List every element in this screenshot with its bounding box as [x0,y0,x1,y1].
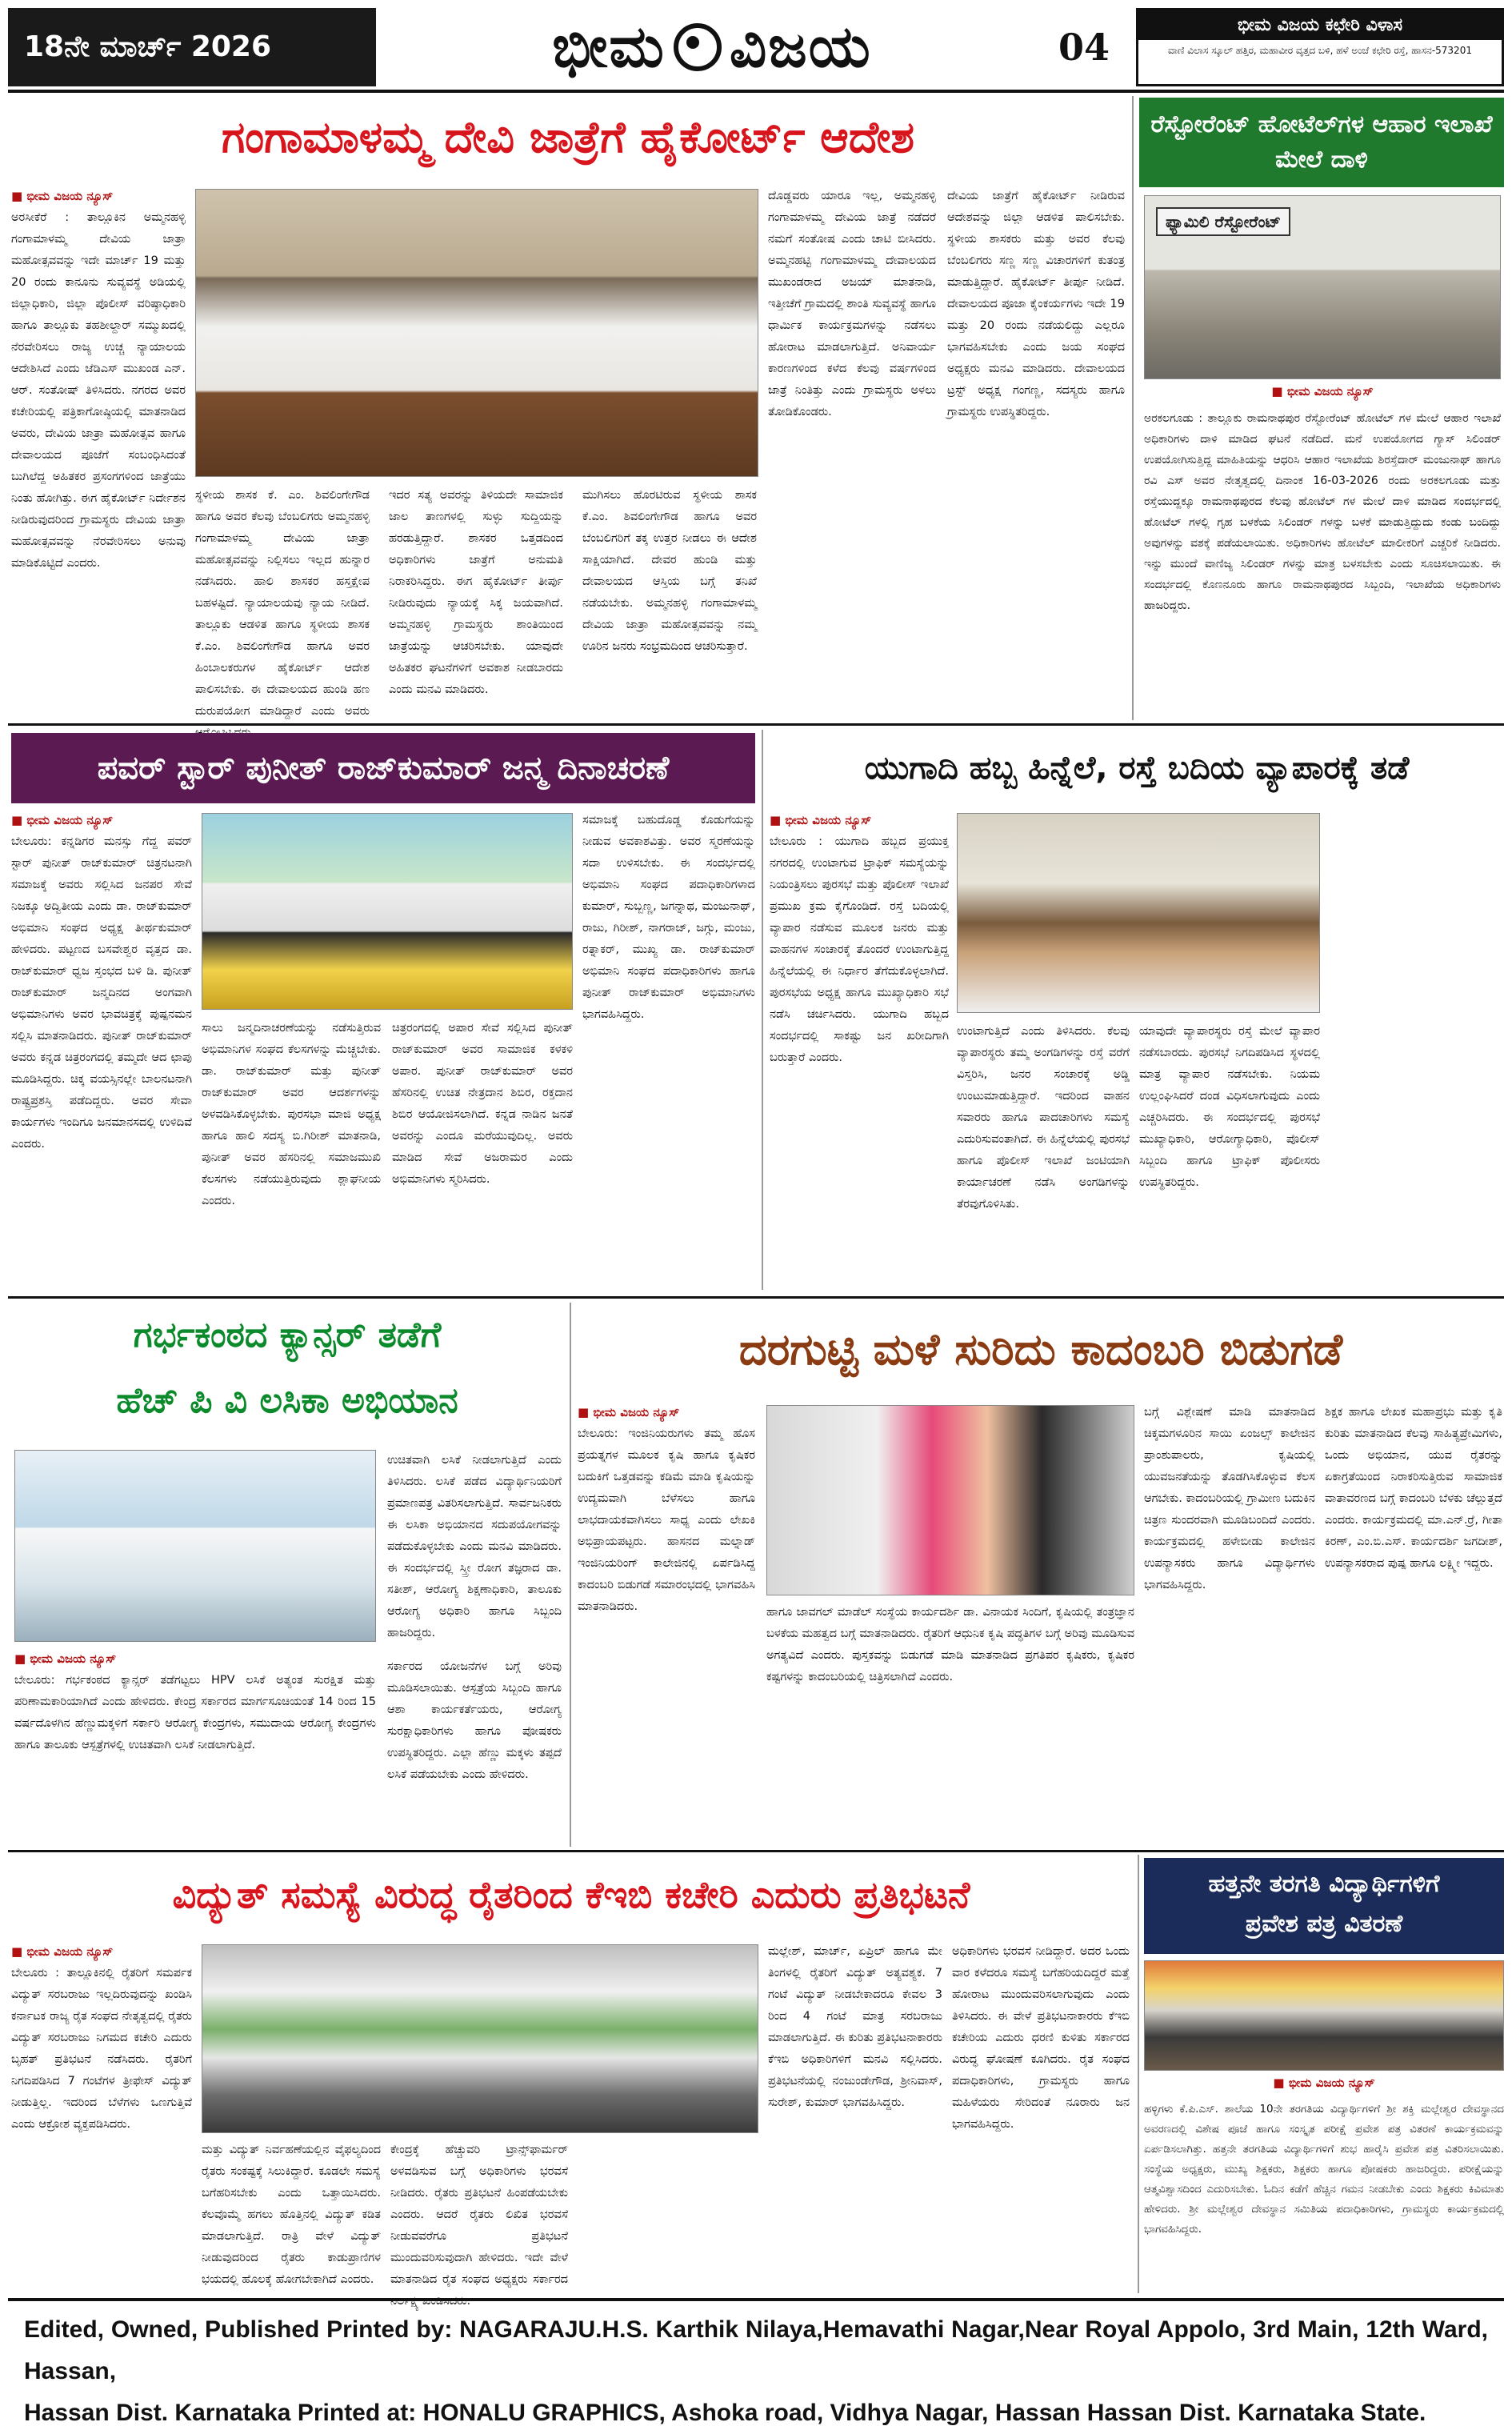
section-rule [8,1296,1504,1299]
article5-headline-line1: ಗರ್ಭಕಂಠದ ಕ್ಯಾನ್ಸರ್ ತಡೆಗೆ [133,1314,442,1355]
column-divider [762,730,763,1290]
article6-col1: ■ ಭೀಮ ವಿಜಯ ನ್ಯೂಸ್ ಬೇಲೂರು: ಇಂಜಿನಿಯರುಗಳು ತಮ್ಮ ಹೊಸ ಪ್ರಯತ್ನಗಳ ಮೂಲಕ ಕೃಷಿ ಹಾಗೂ ಕೃಷಿಕರ ಬದುಕಿಗೆ ಒತ್ತಡವನ್ನು ಕಡಿಮೆ ಮಾಡಿ ಕೃಷಿಯನ್ನು ಉದ್ಯಮವಾಗಿ ಬೆಳೆಸಲು ಹಾಗೂ ಲಾಭದಾಯಕವಾಗಿಸಲು ಸಾಧ್ಯ ಎಂದು ಲೇಖಕಿ ಅಭಿಪ್ರಾಯಪಟ್ಟರು. ಹಾಸನದ ಮಲ್ನಾಡ್ ಇಂಜಿನಿಯರಿಂಗ್ ಕಾಲೇಜಿನಲ್ಲಿ ಏರ್ಪಡಿಸಿದ್ದ ಕಾದಂಬರಿ ಬಿಡುಗಡೆ ಸಮಾರಂಭದಲ್ಲಿ ಭಾಗವಹಿಸಿ ಮಾತನಾಡಿದರು. [578,1402,755,1840]
masthead [8,8,1504,86]
article5-col2: ಉಚಿತವಾಗಿ ಲಸಿಕೆ ನೀಡಲಾಗುತ್ತಿದೆ ಎಂದು ತಿಳಿಸಿದರು. ಲಸಿಕೆ ಪಡೆದ ವಿದ್ಯಾರ್ಥಿನಿಯರಿಗೆ ಪ್ರಮಾಣಪತ್ರ ವಿತರಿಸಲಾಗುತ್ತಿದೆ. ಸಾರ್ವಜನಿಕರು ಈ ಲಸಿಕಾ ಅಭಿಯಾನದ ಸದುಪಯೋಗವನ್ನು ಪಡೆದುಕೊಳ್ಳಬೇಕು ಎಂದು ಮನವಿ ಮಾಡಿದರು. ಈ ಸಂದರ್ಭದಲ್ಲಿ ಸ್ತ್ರೀ ರೋಗ ತಜ್ಞರಾದ ಡಾ. ಸತೀಶ್, ಆರೋಗ್ಯ ಶಿಕ್ಷಣಾಧಿಕಾರಿ, ತಾಲೂಕು ಆರೋಗ್ಯ ಅಧಿಕಾರಿ ಹಾಗೂ ಸಿಬ್ಬಂದಿ ಹಾಜರಿದ್ದರು. [387,1454,562,1639]
issue-date: 18ನೇ ಮಾರ್ಚ್ 2026 [8,8,376,86]
article1-headline: ಗಂಗಾಮಾಳಮ್ಮ ದೇವಿ ಜಾತ್ರೆಗೆ ಹೈಕೋರ್ಟ್ ಆದೇಶ [221,112,915,162]
byline: ■ ಭೀಮ ವಿಜಯ ನ್ಯೂಸ್ [14,1651,117,1666]
article3-celebration-photo [202,813,573,1010]
byline: ■ ಭೀಮ ವಿಜಯ ನ್ಯೂಸ್ [11,189,114,203]
article5-col1: ■ ಭೀಮ ವಿಜಯ ನ್ಯೂಸ್ ಬೇಲೂರು: ಗರ್ಭಕಂಠದ ಕ್ಯಾನ್ಸರ್ ತಡೆಗಟ್ಟಲು HPV ಲಸಿಕೆ ಅತ್ಯಂತ ಸುರಕ್ಷಿತ ಮತ್ತು ಪರಿಣಾಮಕಾರಿಯಾಗಿದೆ ಎಂದು ಹೇಳಿದರು. ಕೇಂದ್ರ ಸರ್ಕಾರದ ಮಾರ್ಗಸೂಚಿಯಂತೆ 14 ರಿಂದ 15 ವರ್ಷದೊಳಗಿನ ಹೆಣ್ಣುಮಕ್ಕಳಿಗೆ ಸರ್ಕಾರಿ ಆರೋಗ್ಯ ಕೇಂದ್ರಗಳು, ಸಮುದಾಯ ಆರೋಗ್ಯ ಕೇಂದ್ರಗಳು ಹಾಗೂ ತಾಲೂಕು ಆಸ್ಪತ್ರೆಗಳಲ್ಲಿ ಉಚಿತವಾಗಿ ಲಸಿಕೆ ನೀಡಲಾಗುತ್ತಿದೆ. [14,1648,376,1840]
article3-col4: ಸಮಾಜಕ್ಕೆ ಬಹುದೊಡ್ಡ ಕೊಡುಗೆಯನ್ನು ನೀಡುವ ಅವಕಾಶವಿತ್ತು. ಅವರ ಸ್ಮರಣೆಯನ್ನು ಸದಾ ಉಳಿಸಬೇಕು. ಈ ಸಂದರ್ಭದಲ್ಲಿ ಅಭಿಮಾನಿ ಸಂಘದ ಪದಾಧಿಕಾರಿಗಳಾದ ಕುಮಾರ್, ಸುಬ್ಬಣ್ಣ, ಜಗನ್ನಾಥ, ಮಂಜುನಾಥ್, ರಾಜು, ಗಿರೀಶ್, ನಾಗರಾಜ್, ಜಗ್ಗು, ಮಂಜು, ರತ್ನಾಕರ್, ಮುಖ್ಯ ಡಾ. ರಾಜ್‌ಕುಮಾರ್ ಅಭಿಮಾನಿ ಸಂಘದ ಪದಾಧಿಕಾರಿಗಳು ಹಾಗೂ ಪುನೀತ್ ರಾಜ್‌ಕುಮಾರ್ ಅಭಿಮಾನಿಗಳು ಭಾಗವಹಿಸಿದ್ದರು. [582,814,755,1021]
article1-col1: ■ ಭೀಮ ವಿಜಯ ನ್ಯೂಸ್ ಅರಸೀಕೆರೆ : ತಾಲ್ಲೂಕಿನ ಅಮ್ಮನಹಳ್ಳಿ ಗಂಗಾಮಾಳಮ್ಮ ದೇವಿಯ ಜಾತ್ರಾ ಮಹೋತ್ಸವವನ್ನು ಇದೇ ಮಾರ್ಚ್ 19 ಮತ್ತು 20 ರಂದು ಕಾನೂನು ಸುವ್ಯವಸ್ಥೆ ಅಡಿಯಲ್ಲಿ ಜಿಲ್ಲಾಧಿಕಾರಿ, ಜಿಲ್ಲಾ ಪೊಲೀಸ್ ವರಿಷ್ಠಾಧಿಕಾರಿ ಹಾಗೂ ತಾಲ್ಲೂಕು ತಹಶೀಲ್ದಾರ್ ಸಮ್ಮುಖದಲ್ಲಿ ನೆರವೇರಿಸಲು ರಾಜ್ಯ ಉಚ್ಚ ನ್ಯಾಯಾಲಯ ಆದೇಶಿಸಿದೆ ಎಂದು ಜೆಡಿಎಸ್ ಮುಖಂಡ ಎನ್. ಆರ್. ಸಂತೋಷ್ ತಿಳಿಸಿದರು. ನಗರದ ಅವರ ಕಚೇರಿಯಲ್ಲಿ ಪತ್ರಿಕಾಗೋಷ್ಠಿಯಲ್ಲಿ ಮಾತನಾಡಿದ ಅವರು, ದೇವಿಯ ಜಾತ್ರಾ ಮಹೋತ್ಸವ ಹಾಗೂ ದೇವಾಲಯದ ಪೂಜೆಗೆ ಸಂಬಂಧಿಸಿದಂತೆ ಬುಗಿಲೆದ್ದ ಅಹಿತಕರ ಪ್ರಸಂಗಗಳಿಂದ ಜಾತ್ರೆಯು ನಿಂತು ಹೋಗಿತ್ತು. ಈಗ ಹೈಕೋರ್ಟ್ ನಿರ್ದೇಶನ ನೀಡಿರುವುದರಿಂದ ಗ್ರಾಮಸ್ಥರು ದೇವಿಯ ಜಾತ್ರಾ ಮಹೋತ್ಸವವನ್ನು ನೆರವೇರಿಸಲು ಅನುವು ಮಾಡಿಕೊಟ್ಟಿದೆ ಎಂದರು. [11,186,186,714]
article1-col4: ಮುಗಿಸಲು ಹೊರಟಿರುವ ಸ್ಥಳೀಯ ಶಾಸಕ ಕೆ.ಎಂ. ಶಿವಲಿಂಗೇಗೌಡ ಹಾಗೂ ಅವರ ಬೆಂಬಲಿಗರಿಗೆ ತಕ್ಕ ಉತ್ತರ ನೀಡಲು ಈ ಆದೇಶ ಸಾಕ್ಷಿಯಾಗಿದೆ. ದೇವರ ಹುಂಡಿ ಮತ್ತು ದೇವಾಲಯದ ಆಸ್ತಿಯ ಬಗ್ಗೆ ತನಿಖೆ ನಡೆಯಬೇಕು. ಅಮ್ಮನಹಳ್ಳಿ ಗಂಗಾಮಾಳಮ್ಮ ದೇವಿಯ ಜಾತ್ರಾ ಮಹೋತ್ಸವವನ್ನು ನಮ್ಮ ಊರಿನ ಜನರು ಸಂಭ್ರಮದಿಂದ ಆಚರಿಸುತ್ತಾರೆ. [582,489,757,653]
article8-headline-line1: ಹತ್ತನೇ ತರಗತಿ ವಿದ್ಯಾರ್ಥಿಗಳಿಗೆ [1208,1870,1440,1898]
article7-col2: ಮತ್ತು ವಿದ್ಯುತ್ ನಿರ್ವಹಣೆಯಲ್ಲಿನ ವೈಫಲ್ಯದಿಂದ ರೈತರು ಸಂಕಷ್ಟಕ್ಕೆ ಸಿಲುಕಿದ್ದಾರೆ. ಕೂಡಲೇ ಸಮಸ್ಯೆ ಬಗೆಹರಿಸಬೇಕು ಎಂದು ಒತ್ತಾಯಿಸಿದರು. ಕೆಲವೊಮ್ಮೆ ಹಗಲು ಹೊತ್ತಿನಲ್ಲಿ ವಿದ್ಯುತ್ ಕಡಿತ ಮಾಡಲಾಗುತ್ತಿದೆ. ರಾತ್ರಿ ವೇಳೆ ವಿದ್ಯುತ್ ನೀಡುವುದರಿಂದ ರೈತರು ಕಾಡುಪ್ರಾಣಿಗಳ ಭಯದಲ್ಲಿ ಹೊಲಕ್ಕೆ ಹೋಗಬೇಕಾಗಿದೆ ಎಂದರು. [202,2144,381,2286]
article3-col2: ಸಾಲು ಜನ್ಮದಿನಾಚರಣೆಯನ್ನು ನಡೆಸುತ್ತಿರುವ ಅಭಿಮಾನಿಗಳ ಸಂಘದ ಕೆಲಸಗಳನ್ನು ಮೆಚ್ಚಬೇಕು. ಡಾ. ರಾಜ್‌ಕುಮಾರ್ ಮತ್ತು ಪುನೀತ್ ರಾಜ್‌ಕುಮಾರ್ ಅವರ ಆದರ್ಶಗಳನ್ನು ಅಳವಡಿಸಿಕೊಳ್ಳಬೇಕು. ಪುರಸಭಾ ಮಾಜಿ ಅಧ್ಯಕ್ಷ ಹಾಗೂ ಹಾಲಿ ಸದಸ್ಯ ಬಿ.ಗಿರೀಶ್ ಮಾತನಾಡಿ, ಪುನೀತ್ ಅವರ ಹೆಸರಿನಲ್ಲಿ ಸಮಾಜಮುಖಿ ಕೆಲಸಗಳು ನಡೆಯುತ್ತಿರುವುದು ಶ್ಲಾಘನೀಯ ಎಂದರು. [202,1022,381,1207]
byline: ■ ಭೀಮ ವಿಜಯ ನ್ಯೂಸ್ [11,813,114,827]
article2-byline: ■ ಭೀಮ ವಿಜಯ ನ್ಯೂಸ್ [1271,384,1374,398]
article4-meeting-photo [957,813,1320,1013]
article7-col4: ಮಲ್ಲೇಶ್, ಮಾರ್ಚ್, ಏಪ್ರಿಲ್ ಹಾಗೂ ಮೇ ತಿಂಗಳಲ್ಲಿ ರೈತರಿಗೆ ವಿದ್ಯುತ್ ಅತ್ಯವಶ್ಯಕ. 7 ಗಂಟೆ ವಿದ್ಯುತ್ ನೀಡಬೇಕಾದರೂ ಕೇವಲ 3 ರಿಂದ 4 ಗಂಟೆ ಮಾತ್ರ ಸರಬರಾಜು ಮಾಡಲಾಗುತ್ತಿದೆ. ಈ ಕುರಿತು ಪ್ರತಿಭಟನಾಕಾರರು ಕೆಇಬಿ ಅಧಿಕಾರಿಗಳಿಗೆ ಮನವಿ ಸಲ್ಲಿಸಿದರು. ಪ್ರತಿಭಟನೆಯಲ್ಲಿ ನಂಜುಂಡೇಗೌಡ, ಶ್ರೀನಿವಾಸ್, ಸುರೇಶ್, ಕುಮಾರ್ ಭಾಗವಹಿಸಿದ್ದರು. [768,1945,942,2109]
restaurant-sign: ಫ್ಯಾಮಿಲಿ ರೆಸ್ಟೋರೆಂಟ್ [1156,207,1290,236]
article6-book-release-photo [766,1405,1134,1595]
article3-col3: ಚಿತ್ರರಂಗದಲ್ಲಿ ಅಪಾರ ಸೇವೆ ಸಲ್ಲಿಸಿದ ಪುನೀತ್ ರಾಜ್‌ಕುಮಾರ್ ಅವರ ಸಾಮಾಜಿಕ ಕಳಕಳಿ ಅಪಾರ. ಪುನೀತ್ ರಾಜ್‌ಕುಮಾರ್ ಅವರ ಹೆಸರಿನಲ್ಲಿ ಉಚಿತ ನೇತ್ರದಾನ ಶಿಬಿರ, ರಕ್ತದಾನ ಶಿಬಿರ ಆಯೋಜಿಸಲಾಗಿದೆ. ಕನ್ನಡ ನಾಡಿನ ಜನತೆ ಅವರನ್ನು ಎಂದೂ ಮರೆಯುವುದಿಲ್ಲ. ಅವರು ಮಾಡಿದ ಸೇವೆ ಅಜರಾಮರ ಎಂದು ಅಭಿಮಾನಿಗಳು ಸ್ಮರಿಸಿದರು. [392,1022,573,1186]
newspaper-logo [384,8,1040,86]
article1-meeting-photo [195,189,758,477]
section-rule [8,1850,1504,1852]
logo-right: ವಿಜಯ [729,13,872,80]
column-divider [570,1303,571,1847]
office-address: ವಾಣಿ ವಿಲಾಸ ಸ್ಕೂಲ್ ಹತ್ತಿರ, ಮಹಾವೀರ ವೃತ್ತದ ಬಳಿ, ಹಳೆ ಅಂಚೆ ಕಛೇರಿ ರಸ್ತೆ, ಹಾಸನ-573201 [1168,45,1472,56]
article5-col3: ಸರ್ಕಾರದ ಯೋಜನೆಗಳ ಬಗ್ಗೆ ಅರಿವು ಮೂಡಿಸಲಾಯಿತು. ಆಸ್ಪತ್ರೆಯ ಸಿಬ್ಬಂದಿ ಹಾಗೂ ಆಶಾ ಕಾರ್ಯಕರ್ತೆಯರು, ಆರೋಗ್ಯ ಸುರಕ್ಷಾಧಿಕಾರಿಗಳು ಹಾಗೂ ಪೋಷಕರು ಉಪಸ್ಥಿತರಿದ್ದರು. ಎಲ್ಲಾ ಹೆಣ್ಣು ಮಕ್ಕಳು ತಪ್ಪದೆ ಲಸಿಕೆ ಪಡೆಯಬೇಕು ಎಂದು ಹೇಳಿದರು. [387,1660,562,1781]
article7-headline: ವಿದ್ಯುತ್ ಸಮಸ್ಯೆ ವಿರುದ್ಧ ರೈತರಿಂದ ಕೆಇಬಿ ಕಚೇರಿ ಎದುರು ಪ್ರತಿಭಟನೆ [172,1873,970,1916]
article8-headline-banner [1144,1858,1504,1954]
article4-headline: ಯುಗಾದಿ ಹಬ್ಬ ಹಿನ್ನೆಲೆ, ರಸ್ತೆ ಬದಿಯ ವ್ಯಾಪಾರಕ್ಕೆ ತಡೆ [864,750,1410,787]
article8-body: ಹಳ್ಳಿಗಳು ಕೆ.ಪಿ.ಎಸ್. ಶಾಲೆಯ 10ನೇ ತರಗತಿಯ ವಿದ್ಯಾರ್ಥಿಗಳಿಗೆ ಶ್ರೀ ಶಕ್ತಿ ಮಲ್ಲೇಶ್ವರ ದೇವಸ್ಥಾನದ ಅವರಣದಲ್ಲಿ ವಿಶೇಷ ಪೂಜೆ ಹಾಗೂ ಸಂಸ್ಕೃತ ಪರೀಕ್ಷೆ ಪ್ರವೇಶ ಪತ್ರ ವಿತರಣೆ ಕಾರ್ಯಕ್ರಮವನ್ನು ಏರ್ಪಡಿಸಲಾಗಿತ್ತು. ಹತ್ತನೇ ತರಗತಿಯ ವಿದ್ಯಾರ್ಥಿಗಳಿಗೆ ಶುಭ ಹಾರೈಸಿ ಪ್ರವೇಶ ಪತ್ರ ವಿತರಿಸಲಾಯಿತು. ಸಂಸ್ಥೆಯ ಅಧ್ಯಕ್ಷರು, ಮುಖ್ಯ ಶಿಕ್ಷಕರು, ಶಿಕ್ಷಕರು ಹಾಗೂ ಪೋಷಕರು ಹಾಜರಿದ್ದರು. ಪರೀಕ್ಷೆಯನ್ನು ಆತ್ಮವಿಶ್ವಾಸದಿಂದ ಎದುರಿಸಬೇಕು. ಓದಿನ ಕಡೆಗೆ ಹೆಚ್ಚಿನ ಗಮನ ನೀಡಬೇಕು ಎಂದು ಶಿಕ್ಷಕರು ಕಿವಿಮಾತು ಹೇಳಿದರು. ಶ್ರೀ ಮಲ್ಲೇಶ್ವರ ದೇವಸ್ಥಾನ ಸಮಿತಿಯ ಪದಾಧಿಕಾರಿಗಳು, ಗ್ರಾಮಸ್ಥರು ಕಾರ್ಯಕ್ರಮದಲ್ಲಿ ಭಾಗವಹಿಸಿದ್ದರು. [1144,2103,1504,2236]
imprint-line1: Edited, Owned, Published Printed by: NAGARAJU.H.S. Karthik Nilaya,Hemavathi Nagar,Near Royal Appolo, 3rd Main, 12th Ward, Hassan, [24,2316,1488,2384]
article6-col4: ಶಿಕ್ಷಕ ಹಾಗೂ ಲೇಖಕ ಮಹಾಪ್ರಭು ಮತ್ತು ಕೃತಿ ಕುರಿತು ಮಾತನಾಡಿದ ಕೆಲವು ಸಾಹಿತ್ಯಪ್ರೇಮಿಗಳು, ಒಂದು ಅಭಿಯಾನ, ಯುವ ರೈತರನ್ನು ಏಕಾಗ್ರತೆಯಿಂದ ನಿರಾಕರಿಸುತ್ತಿರುವ ಸಾಮಾಜಿಕ ವಾತಾವರಣದ ಬಗ್ಗೆ ಕಾದಂಬರಿ ಬೆಳಕು ಚೆಲ್ಲುತ್ತದೆ ಎಂದರು. ಕಾರ್ಯಕ್ರಮದಲ್ಲಿ ಮಾ.ಎನ್.ರ್ರೆ, ಗೀತಾ ಕಿರಣ್, ಎಂ.ಬಿ.ಎಸ್. ಕಾರ್ಯದರ್ಶಿ ಜಗದೀಶ್, ಉಪನ್ಯಾಸಕರಾದ ಪುಷ್ಪ ಹಾಗೂ ಲಕ್ಷ್ಮೀ ಇದ್ದರು. [1325,1406,1502,1570]
byline: ■ ಭೀಮ ವಿಜಯ ನ್ಯೂಸ್ [578,1405,680,1419]
byline: ■ ಭೀಮ ವಿಜಯ ನ್ಯೂಸ್ [770,813,872,827]
article1-col3: ಇದರ ಸತ್ಯ ಅವರನ್ನು ತಿಳಿಯದೇ ಸಾಮಾಜಿಕ ಜಾಲ ತಾಣಗಳಲ್ಲಿ ಸುಳ್ಳು ಸುದ್ದಿಯನ್ನು ಹರಡುತ್ತಿದ್ದಾರೆ. ಶಾಸಕರ ಒತ್ತಡದಿಂದ ಅಧಿಕಾರಿಗಳು ಜಾತ್ರೆಗೆ ಅನುಮತಿ ನಿರಾಕರಿಸಿದ್ದರು. ಈಗ ಹೈಕೋರ್ಟ್ ತೀರ್ಪು ನೀಡಿರುವುದು ನ್ಯಾಯಕ್ಕೆ ಸಿಕ್ಕ ಜಯವಾಗಿದೆ. ಅಮ್ಮನಹಳ್ಳಿ ಗ್ರಾಮಸ್ಥರು ಶಾಂತಿಯಿಂದ ಜಾತ್ರೆಯನ್ನು ಆಚರಿಸಬೇಕು. ಯಾವುದೇ ಅಹಿತಕರ ಘಟನೆಗಳಿಗೆ ಅವಕಾಶ ನೀಡಬಾರದು ಎಂದು ಮನವಿ ಮಾಡಿದರು. [389,489,563,696]
byline: ■ ಭೀಮ ವಿಜಯ ನ್ಯೂಸ್ [11,1944,114,1959]
article8-headline-line2: ಪ್ರವೇಶ ಪತ್ರ ವಿತರಣೆ [1245,1910,1403,1938]
article6-headline: ದರಗುಟ್ಟಿ ಮಳೆ ಸುರಿದು ಕಾದಂಬರಿ ಬಿಡುಗಡೆ [738,1324,1343,1375]
page-number: 04 [1058,26,1110,69]
imprint-line2: Hassan Dist. Karnataka Printed at: HONALU GRAPHICS, Ashoka road, Vidhya Nagar, Hassan Hassan Dist. Karnataka State. [24,2400,1426,2426]
article5-vaccination-photo [14,1450,376,1642]
column-divider [1138,1855,1139,2293]
article6-col2: ಹಾಗೂ ಜಾವಗಲ್ ಮಾಡೆಲ್ ಸಂಸ್ಥೆಯ ಕಾರ್ಯದರ್ಶಿ ಡಾ. ವಿನಾಯಕ ಸಿಂದಿಗೆ, ಕೃಷಿಯಲ್ಲಿ ತಂತ್ರಜ್ಞಾನ ಬಳಕೆಯ ಮಹತ್ವದ ಬಗ್ಗೆ ಮಾತನಾಡಿದರು. ರೈತರಿಗೆ ಆಧುನಿಕ ಕೃಷಿ ಪದ್ಧತಿಗಳ ಬಗ್ಗೆ ಅರಿವು ಮೂಡಿಸುವ ಅಗತ್ಯವಿದೆ ಎಂದರು. ಪುಸ್ತಕವನ್ನು ಬಿಡುಗಡೆ ಮಾಡಿ ಮಾತನಾಡಿದ ಪ್ರಗತಿಪರ ಕೃಷಿಕರು, ಕೃಷಿಕರ ಕಷ್ಟಗಳನ್ನು ಕಾದಂಬರಿಯಲ್ಲಿ ಚಿತ್ರಿಸಲಾಗಿದೆ ಎಂದರು. [766,1606,1134,1683]
article3-col1: ■ ಭೀಮ ವಿಜಯ ನ್ಯೂಸ್ ಬೇಲೂರು: ಕನ್ನಡಿಗರ ಮನಸ್ಸು ಗೆದ್ದ ಪವರ್ ಸ್ಟಾರ್ ಪುನೀತ್ ರಾಜ್‌ಕುಮಾರ್ ಚಿತ್ರನಟನಾಗಿ ಸಮಾಜಕ್ಕೆ ಅವರು ಸಲ್ಲಿಸಿದ ಜನಪರ ಸೇವೆ ನಿಜಕ್ಕೂ ಅದ್ವಿತೀಯ ಎಂದು ಡಾ. ರಾಜ್‌ಕುಮಾರ್ ಅಭಿಮಾನಿ ಸಂಘದ ಅಧ್ಯಕ್ಷ ತೀರ್ಥಕುಮಾರ್ ಹೇಳಿದರು. ಪಟ್ಟಣದ ಬಸವೇಶ್ವರ ವೃತ್ತದ ಡಾ. ರಾಜ್‌ಕುಮಾರ್ ಧ್ವಜ ಸ್ತಂಭದ ಬಳಿ ಡಿ. ಪುನೀತ್ ರಾಜ್‌ಕುಮಾರ್ ಜನ್ಮದಿನದ ಅಂಗವಾಗಿ ಅಭಿಮಾನಿಗಳು ಅವರ ಭಾವಚಿತ್ರಕ್ಕೆ ಪುಷ್ಪನಮನ ಸಲ್ಲಿಸಿ ಮಾತನಾಡಿದರು. ಪುನೀತ್ ರಾಜ್‌ಕುಮಾರ್ ಅವರು ಕನ್ನಡ ಚಿತ್ರರಂಗದಲ್ಲಿ ತಮ್ಮದೇ ಆದ ಛಾಪು ಮೂಡಿಸಿದ್ದರು. ಚಿಕ್ಕ ವಯಸ್ಸಿನಲ್ಲೇ ಬಾಲನಟನಾಗಿ ರಾಷ್ಟ್ರಪ್ರಶಸ್ತಿ ಪಡೆದಿದ್ದರು. ಅವರ ಸೇವಾ ಕಾರ್ಯಗಳು ಇಂದಿಗೂ ಜನಮಾನಸದಲ್ಲಿ ಉಳಿದಿವೆ ಎಂದರು. [11,810,192,1288]
article7-col3: ಕೇಂದ್ರಕ್ಕೆ ಹೆಚ್ಚುವರಿ ಟ್ರಾನ್ಸ್‌ಫಾರ್ಮರ್ ಅಳವಡಿಸುವ ಬಗ್ಗೆ ಅಧಿಕಾರಿಗಳು ಭರವಸೆ ನೀಡಿದರು. ರೈತರು ಪ್ರತಿಭಟನೆ ಹಿಂಪಡೆಯಬೇಕು ಎಂದರು. ಆದರೆ ರೈತರು ಲಿಖಿತ ಭರವಸೆ ನೀಡುವವರೆಗೂ ಪ್ರತಿಭಟನೆ ಮುಂದುವರಿಸುವುದಾಗಿ ಹೇಳಿದರು. ಇದೇ ವೇಳೆ ಮಾತನಾಡಿದ ರೈತ ಸಂಘದ ಅಧ್ಯಕ್ಷರು ಸರ್ಕಾರದ ನಿರ್ಲಕ್ಷ್ಯ ಖಂಡಿಸಿದರು. [390,2144,568,2308]
article2-headline: ರೆಸ್ಟೋರೆಂಟ್ ಹೋಟೆಲ್‌ಗಳ ಆಹಾರ ಇಲಾಖೆ ಮೇಲೆ ದಾಳಿ [1139,98,1504,187]
article1-col6: ದೇವಿಯ ಜಾತ್ರೆಗೆ ಹೈಕೋರ್ಟ್ ನೀಡಿರುವ ಆದೇಶವನ್ನು ಜಿಲ್ಲಾ ಆಡಳಿತ ಪಾಲಿಸಬೇಕು. ಸ್ಥಳೀಯ ಶಾಸಕರು ಮತ್ತು ಅವರ ಕೆಲವು ಬೆಂಬಲಿಗರು ಸಣ್ಣ ಸಣ್ಣ ವಿಚಾರಗಳಿಗೆ ಕುತಂತ್ರ ಮಾಡುತ್ತಿದ್ದಾರೆ. ಹೈಕೋರ್ಟ್ ತೀರ್ಪು ನೀಡಿದೆ. ದೇವಾಲಯದ ಪೂಜಾ ಕೈಂಕರ್ಯಗಳು ಇದೇ 19 ಮತ್ತು 20 ರಂದು ನಡೆಯಲಿದ್ದು ಎಲ್ಲರೂ ಭಾಗವಹಿಸಬೇಕು ಎಂದು ಜಯ ಸಂಘದ ಅಧ್ಯಕ್ಷರು ಮನವಿ ಮಾಡಿದರು. ದೇವಾಲಯದ ಟ್ರಸ್ಟ್ ಅಧ್ಯಕ್ಷ ಗಂಗಣ್ಣ, ಸದಸ್ಯರು ಹಾಗೂ ಗ್ರಾಮಸ್ಥರು ಉಪಸ್ಥಿತರಿದ್ದರು. [947,190,1125,418]
section-rule [8,723,1504,726]
office-address-box [1136,8,1504,86]
article2-body: ಅರಕಲಗೂಡು : ತಾಲ್ಲೂಕು ರಾಮನಾಥಪುರ ರೆಸ್ಟೋರೆಂಟ್ ಹೋಟೆಲ್ ಗಳ ಮೇಲೆ ಆಹಾರ ಇಲಾಖೆ ಅಧಿಕಾರಿಗಳು ದಾಳಿ ಮಾಡಿದ ಘಟನೆ ನಡೆದಿದೆ. ಮನೆ ಉಪಯೋಗದ ಗ್ಯಾಸ್ ಸಿಲಿಂಡರ್ ಉಪಯೋಗಿಸುತ್ತಿದ್ದ ಮಾಹಿತಿಯನ್ನು ಆಧರಿಸಿ ಆಹಾರ ಇಲಾಖೆಯ ಶಿರಸ್ತೆದಾರ್ ಮಂಜುನಾಥ್ ಹಾಗೂ ರವಿ ಎಸ್ ಅವರ ನೇತೃತ್ವದಲ್ಲಿ ದಿನಾಂಕ 16-03-2026 ರಂದು ಅರಕಲಗೂಡು ಮತ್ತು ರಸ್ತೆಯುದ್ದಕ್ಕೂ ರಾಮನಾಥಪುರದ ಕೆಲವು ಹೋಟೆಲ್ ಗಳ ಮೇಲೆ ದಾಳಿ ಮಾಡಿದ ಸಂದರ್ಭದಲ್ಲಿ ಹೋಟೆಲ್ ಗಳಲ್ಲಿ ಗೃಹ ಬಳಕೆಯ ಸಿಲಿಂಡರ್ ಗಳನ್ನು ಬಳಕೆ ಮಾಡುತ್ತಿದ್ದುದು ಕಂಡು ಬಂದಿದ್ದು ಅವುಗಳನ್ನು ವಶಕ್ಕೆ ಪಡೆಯಲಾಯಿತು. ಅಧಿಕಾರಿಗಳು ಹೋಟೆಲ್ ಮಾಲೀಕರಿಗೆ ಎಚ್ಚರಿಕೆ ನೀಡಿದರು. ಇನ್ನು ಮುಂದೆ ವಾಣಿಜ್ಯ ಸಿಲಿಂಡರ್ ಗಳನ್ನು ಮಾತ್ರ ಬಳಸಬೇಕು ಎಂದು ಸೂಚಿಸಲಾಯಿತು. ಈ ಸಂದರ್ಭದಲ್ಲಿ ಕೊಣನೂರು ಹಾಗೂ ರಾಮನಾಥಪುರದ ಸಿಬ್ಬಂದಿ, ಇಲಾಖೆಯ ಅಧಿಕಾರಿಗಳು ಹಾಜರಿದ್ದರು. [1144,412,1501,612]
column-divider [1132,96,1134,720]
article2-restaurant-photo [1144,195,1501,379]
article1-col2: ಸ್ಥಳೀಯ ಶಾಸಕ ಕೆ. ಎಂ. ಶಿವಲಿಂಗೇಗೌಡ ಹಾಗೂ ಅವರ ಕೆಲವು ಬೆಂಬಲಿಗರು ಅಮ್ಮನಹಳ್ಳಿ ಗಂಗಾಮಾಳಮ್ಮ ದೇವಿಯ ಜಾತ್ರಾ ಮಹೋತ್ಸವವನ್ನು ನಿಲ್ಲಿಸಲು ಇಲ್ಲದ ಹುನ್ನಾರ ನಡೆಸಿದರು. ಹಾಲಿ ಶಾಸಕರ ಹಸ್ತಕ್ಷೇಪ ಬಹಳಷ್ಟಿದೆ. ನ್ಯಾಯಾಲಯವು ನ್ಯಾಯ ನೀಡಿದೆ. ತಾಲ್ಲೂಕು ಆಡಳಿತ ಹಾಗೂ ಸ್ಥಳೀಯ ಶಾಸಕ ಕೆ.ಎಂ. ಶಿವಲಿಂಗೇಗೌಡ ಹಾಗೂ ಅವರ ಹಿಂಬಾಲಕರುಗಳ ಹೈಕೋರ್ಟ್ ಆದೇಶ ಪಾಲಿಸಬೇಕು. ಈ ದೇವಾಲಯದ ಹುಂಡಿ ಹಣ ದುರುಪಯೋಗ ಮಾಡಿದ್ದಾರೆ ಎಂದು ಅವರು [195,489,370,718]
logo-left: ಭೀಮ [552,13,666,80]
article4-col1: ■ ಭೀಮ ವಿಜಯ ನ್ಯೂಸ್ ಬೇಲೂರು : ಯುಗಾದಿ ಹಬ್ಬದ ಪ್ರಯುಕ್ತ ನಗರದಲ್ಲಿ ಉಂಟಾಗುವ ಟ್ರಾಫಿಕ್ ಸಮಸ್ಯೆಯನ್ನು ನಿಯಂತ್ರಿಸಲು ಪುರಸಭೆ ಮತ್ತು ಪೊಲೀಸ್ ಇಲಾಖೆ ಪ್ರಮುಖ ಕ್ರಮ ಕೈಗೊಂಡಿದೆ. ರಸ್ತೆ ಬದಿಯಲ್ಲಿ ವ್ಯಾಪಾರ ನಡೆಸುವ ಮೂಲಕ ಜನರು ಮತ್ತು ವಾಹನಗಳ ಸಂಚಾರಕ್ಕೆ ತೊಂದರೆ ಉಂಟಾಗುತ್ತಿದ್ದ ಹಿನ್ನೆಲೆಯಲ್ಲಿ ಈ ನಿರ್ಧಾರ ತೆಗೆದುಕೊಳ್ಳಲಾಗಿದೆ. ಪುರಸಭೆಯ ಅಧ್ಯಕ್ಷ ಹಾಗೂ ಮುಖ್ಯಾಧಿಕಾರಿ ಸಭೆ ನಡೆಸಿ ಚರ್ಚಿಸಿದರು. ಯುಗಾದಿ ಹಬ್ಬದ ಸಂದರ್ಭದಲ್ಲಿ ಸಾಕಷ್ಟು ಜನ ಖರೀದಿಗಾಗಿ ಬರುತ್ತಾರೆ ಎಂದರು. [770,810,949,1288]
imprint-footer [8,2298,1504,2426]
office-title: ಭೀಮ ವಿಜಯ ಕಛೇರಿ ವಿಳಾಸ [1138,10,1502,40]
article3-headline: ಪವರ್ ಸ್ಟಾರ್ ಪುನೀತ್ ರಾಜ್‌ಕುಮಾರ್ ಜನ್ಮ ದಿನಾಚರಣೆ [11,733,755,803]
article6-col3: ಬಗ್ಗೆ ವಿಶ್ಲೇಷಣೆ ಮಾಡಿ ಮಾತನಾಡಿದ ಚಿಕ್ಕಮಗಳೂರಿನ ಸಾಯಿ ಏಂಜಲ್ಸ್ ಕಾಲೇಜಿನ ಪ್ರಾಂಶುಪಾಲರು, ಕೃಷಿಯಲ್ಲಿ ಯುವಜನತೆಯನ್ನು ತೊಡಗಿಸಿಕೊಳ್ಳುವ ಕೆಲಸ ಆಗಬೇಕು. ಕಾದಂಬರಿಯಲ್ಲಿ ಗ್ರಾಮೀಣ ಬದುಕಿನ ಚಿತ್ರಣ ಸುಂದರವಾಗಿ ಮೂಡಿಬಂದಿದೆ ಎಂದರು. ಕಾರ್ಯಕ್ರಮದಲ್ಲಿ ಹಳೇಬೀಡು ಕಾಲೇಜಿನ ಉಪನ್ಯಾಸಕರು ಹಾಗೂ ವಿದ್ಯಾರ್ಥಿಗಳು ಭಾಗವಹಿಸಿದ್ದರು. [1144,1406,1315,1591]
logo-chakra-icon [674,23,722,71]
article7-col5: ಅಧಿಕಾರಿಗಳು ಭರವಸೆ ನೀಡಿದ್ದಾರೆ. ಅದರ ಒಂದು ವಾರ ಕಳೆದರೂ ಸಮಸ್ಯೆ ಬಗೆಹರಿಯದಿದ್ದರೆ ಮತ್ತೆ ಹೋರಾಟ ಮುಂದುವರಿಸಲಾಗುವುದು ಎಂದು ತಿಳಿಸಿದರು. ಈ ವೇಳೆ ಪ್ರತಿಭಟನಾಕಾರರು ಕೆಇಬಿ ಕಚೇರಿಯ ಎದುರು ಧರಣಿ ಕುಳಿತು ಸರ್ಕಾರದ ವಿರುದ್ಧ ಘೋಷಣೆ ಕೂಗಿದರು. ರೈತ ಸಂಘದ ಪದಾಧಿಕಾರಿಗಳು, ಗ್ರಾಮಸ್ಥರು ಹಾಗೂ ಮಹಿಳೆಯರು ಸೇರಿದಂತೆ ನೂರಾರು ಜನ ಭಾಗವಹಿಸಿದ್ದರು. [952,1945,1130,2131]
masthead-rule [8,90,1504,93]
article7-protest-photo [202,1944,758,2133]
article7-col1: ■ ಭೀಮ ವಿಜಯ ನ್ಯೂಸ್ ಬೇಲೂರು : ತಾಲ್ಲೂಕಿನಲ್ಲಿ ರೈತರಿಗೆ ಸಮರ್ಪಕ ವಿದ್ಯುತ್ ಸರಬರಾಜು ಇಲ್ಲದಿರುವುದನ್ನು ಖಂಡಿಸಿ ಕರ್ನಾಟಕ ರಾಜ್ಯ ರೈತ ಸಂಘದ ನೇತೃತ್ವದಲ್ಲಿ ರೈತರು ವಿದ್ಯುತ್ ಸರಬರಾಜು ನಿಗಮದ ಕಚೇರಿ ಎದುರು ಬೃಹತ್ ಪ್ರತಿಭಟನೆ ನಡೆಸಿದರು. ರೈತರಿಗೆ ನಿಗದಿಪಡಿಸಿದ 7 ಗಂಟೆಗಳ ತ್ರೀಫೇಸ್ ವಿದ್ಯುತ್ ನೀಡುತ್ತಿಲ್ಲ. ಇದರಿಂದ ಬೆಳೆಗಳು ಒಣಗುತ್ತಿವೆ ಎಂದು ಆಕ್ರೋಶ ವ್ಯಕ್ತಪಡಿಸಿದರು. [11,1941,192,2287]
article1-col5: ದೊಡ್ಡವರು ಯಾರೂ ಇಲ್ಲ, ಅಮ್ಮನಹಳ್ಳಿ ಗಂಗಾಮಾಳಮ್ಮ ದೇವಿಯ ಜಾತ್ರೆ ನಡೆದರೆ ನಮಗೆ ಸಂತೋಷ ಎಂದು ಚಾಟಿ ಬೀಸಿದರು. ಅಮ್ಮನಹಟ್ಟಿ ಗಂಗಾಮಾಳಮ್ಮ ದೇವಾಲಯದ ಮುಖಂಡರಾದ ಅಜಯ್ ಮಾತನಾಡಿ, ಇತ್ತೀಚೆಗೆ ಗ್ರಾಮದಲ್ಲಿ ಶಾಂತಿ ಸುವ್ಯವಸ್ಥೆ ಹಾಗೂ ಧಾರ್ಮಿಕ ಕಾರ್ಯಕ್ರಮಗಳನ್ನು ನಡೆಸಲು ಹೋರಾಟ ಮಾಡಲಾಗುತ್ತಿದೆ. ಅನಿವಾರ್ಯ ಕಾರಣಗಳಿಂದ ಕಳೆದ ಕೆಲವು ವರ್ಷಗಳಿಂದ ಜಾತ್ರೆ ನಿಂತಿತ್ತು ಎಂದು ಗ್ರಾಮಸ್ಥರು ಅಳಲು ತೋಡಿಕೊಂಡರು. [768,190,936,418]
article5-headline-line2: ಹೆಚ್ ಪಿ ವಿ ಲಸಿಕಾ ಅಭಿಯಾನ [116,1379,458,1421]
article8-byline: ■ ಭೀಮ ವಿಜಯ ನ್ಯೂಸ್ [1273,2076,1375,2090]
article8-students-photo [1144,1960,1504,2071]
article4-col3-lower: ಯಾವುದೇ ವ್ಯಾಪಾರಸ್ಥರು ರಸ್ತೆ ಮೇಲೆ ವ್ಯಾಪಾರ ನಡೆಸಬಾರದು. ಪುರಸಭೆ ನಿಗದಿಪಡಿಸಿದ ಸ್ಥಳದಲ್ಲಿ ಮಾತ್ರ ವ್ಯಾಪಾರ ನಡೆಸಬೇಕು. ನಿಯಮ ಉಲ್ಲಂಘಿಸಿದರೆ ದಂಡ ವಿಧಿಸಲಾಗುವುದು ಎಂದು ಎಚ್ಚರಿಸಿದರು. ಈ ಸಂದರ್ಭದಲ್ಲಿ ಪುರಸಭೆ ಮುಖ್ಯಾಧಿಕಾರಿ, ಆರೋಗ್ಯಾಧಿಕಾರಿ, ಪೊಲೀಸ್ ಸಿಬ್ಬಂದಿ ಹಾಗೂ ಟ್ರಾಫಿಕ್ ಪೊಲೀಸರು ಉಪಸ್ಥಿತರಿದ್ದರು. [1139,1025,1320,1189]
article4-col2: ಉಂಟಾಗುತ್ತಿದೆ ಎಂದು ತಿಳಿಸಿದರು. ಕೆಲವು ವ್ಯಾಪಾರಸ್ಥರು ತಮ್ಮ ಅಂಗಡಿಗಳನ್ನು ರಸ್ತೆ ವರೆಗೆ ವಿಸ್ತರಿಸಿ, ಜನರ ಸಂಚಾರಕ್ಕೆ ಅಡ್ಡಿ ಉಂಟುಮಾಡುತ್ತಿದ್ದಾರೆ. ಇದರಿಂದ ವಾಹನ ಸವಾರರು ಹಾಗೂ ಪಾದಚಾರಿಗಳು ಸಮಸ್ಯೆ ಎದುರಿಸುವಂತಾಗಿದೆ. ಈ ಹಿನ್ನೆಲೆಯಲ್ಲಿ ಪುರಸಭೆ ಹಾಗೂ ಪೊಲೀಸ್ ಇಲಾಖೆ ಜಂಟಿಯಾಗಿ ಕಾರ್ಯಾಚರಣೆ ನಡೆಸಿ ಅಂಗಡಿಗಳನ್ನು ತೆರವುಗೊಳಿಸಿತು. [957,1025,1130,1211]
